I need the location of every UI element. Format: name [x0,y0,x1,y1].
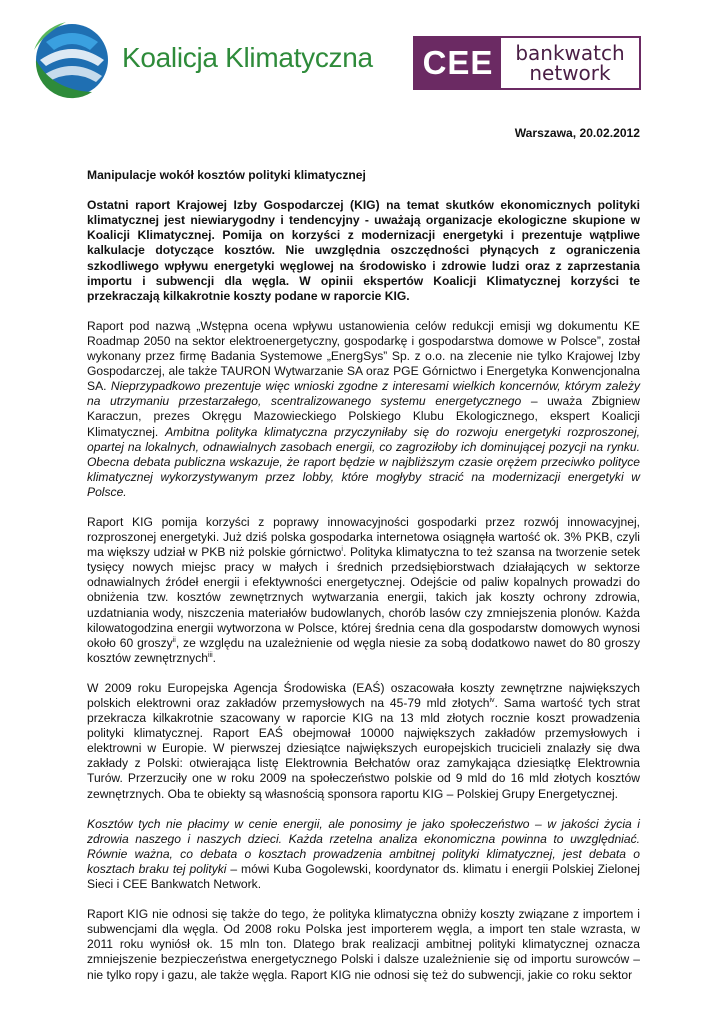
p2-text-b: . Polityka klimatyczna to też szansa na tworzenie setek tysięcy nowych miejsc pracy w małych i średnich przedsiębiorstwach działających w sektorze odnawialnych źródeł energii i efektywności energetycznej. Odejście od paliw kopalnych prowadzi do obniżenia tzw. kosztów zewnętrznych wytwarzania energii, takich jak koszty ochrony zdrowia, uzdatniania wody, niszczenia materiałów budowlanych, chorób lasów czy zmniejszenia plonów. Każda kilowatogodzina energii wytworzona w Polsce, której średnia cena dla gospodarstw domowych wynosi około 60 groszy [87,545,640,650]
date-line: Warszawa, 20.02.2012 [514,126,640,140]
paragraph-4 [87,817,640,892]
lead-paragraph: Ostatni raport Krajowej Izby Gospodarczej (KIG) na temat skutków ekonomicznych polityki klimatycznej jest niewiarygodny i tendencyjny - uważają organizacje ekologiczne skupione w Koalicji Klimatycznej. Pomija on korzyści z modernizacji energetyki i prezentuje wątpliwe kalkulacje dotyczące kosztów. Nie uwzględnia oszczędności płynących z ograniczenia szkodliwego wpływu energetyki węglowej na środowisko i zdrowie ludzi oraz z zaprzestania importu i subwencji dla węgla. W opinii ekspertów Koalicji Klimatycznej korzyści te przekraczają kilkakrotnie koszty podane w raporcie KIG. [87,198,640,303]
p2-text-c: , ze względu na uzależnienie od węgla niesie za sobą dodatkowo nawet do 80 groszy kosztów zewnętrznych [87,635,640,665]
network-word: network [529,61,611,85]
bankwatch-word: bankwatch [515,41,625,65]
p4-quote: Kosztów tych nie płacimy w cenie energii, ale ponosimy je jako społeczeństwo – w jakości życia i zdrowia naszego i naszych dzieci. Każda rzetelna analiza ekonomiczna powinna to uwzględniać. Równie ważna, co debata o kosztach prowadzenia ambitnej polityki klimatycznej, jest debata o kosztach braku tej polityki [87,816,640,876]
document-title: Manipulacje wokół kosztów polityki klimatycznej [87,168,366,183]
footnote-ref-ii: ii [172,636,176,644]
koalicja-klimatyczna-logo [32,20,377,100]
footnote-ref-iii: iii [208,651,213,659]
paragraph-5: Raport KIG nie odnosi się także do tego, że polityka klimatyczna obniży koszty związane z importem i subwencjami dla węgla. Od 2008 roku Polska jest importerem węgla, a import ten stale wzrasta, w 2011 roku wyniósł ok. 15 mln ton. Dlatego brak realizacji ambitnej polityki klimatycznej oznacza zmniejszenie bezpieczeństwa energetycznego Polski i dalsze uzależnienie się od importu surowców – nie tylko ropy i gazu, ale także węgla. Raport KIG nie odnosi się też do subwencji, jakie co roku sektor [87,907,640,982]
footnote-ref-iv: iv [489,696,495,704]
p3-text-b: . Sama wartość tych strat przekracza kilkakrotnie szacowany w raporcie KIG na 13 mld złotych rocznie koszt prowadzenia polityki klimatycznej. Raport EAŚ obejmował 10000 największych zakładów przemysłowych i elektrowni w Europie. W pierwszej dziesiątce największych europejskich trucicieli znalazły się dwa zakłady z Polski: otwierająca listę Elektrownia Bełchatów oraz zamykająca dziesiątkę Elektrownia Turów. Przerzuciły one w roku 2009 na społeczeństwo polskie od 9 mld do 16 mld złotych kosztów zewnętrznych. Oba te obiekty są własnością sponsora raportu KIG – Polskiej Grupy Energetycznej. [87,696,640,801]
p1-text-c: – uważa Zbigniew Karaczun, prezes Okręgu Mazowieckiego Polskiego Klubu Ekologicznego, ekspert Koalicji Klimatycznej. [87,394,640,439]
paragraph-1 [87,319,640,500]
cee-bankwatch-logo [413,36,641,90]
paragraph-3 [87,681,640,802]
cee-logo-text: CEE [415,38,501,88]
footnote-ref-i: i [341,546,343,554]
p1-quote-d: Ambitna polityka klimatyczna przyczyniłaby się do rozwoju energetyki rozproszonej, opartej na lokalnych, odnawialnych zasobach energii, co zagroziłoby ich dominującej pozycji na rynku. Obecna debata publiczna wskazuje, że raport będzie w najbliższym czasie orężem przeciwko polityce klimatycznej wykorzystywanym przez lobby, które mogłyby stracić na modernizacji energetyki w Polsce. [87,424,640,499]
p2-text-d: . [212,650,217,665]
p2-text-a: Raport KIG pomija korzyści z poprawy innowacyjności gospodarki przez rozwój innowacyjnej, rozproszonej energetyki. Już dziś polska gospodarka internetowa osiągnęła wartość ok. 3% PKB, czyli ma większy udział w PKB niż polskie górnictwo [87,514,640,560]
globe-icon [32,20,112,100]
paragraph-2 [87,515,640,666]
p4-attribution: – mówi Kuba Gogolewski, koordynator ds. klimatu i energii Polskiej Zielonej Sieci i CEE Bankwatch Network. [87,861,640,892]
p1-text-a: Raport pod nazwą „Wstępna ocena wpływu ustanowienia celów redukcji emisji wg dokumentu KE Roadmap 2050 na sektor elektroenergetyczny, gospodarkę i gospodarstwa domowe w Polsce”, został wykonany przez firmę Badania Systemowe „EnergSys” Sp. z o.o. na zlecenie nie tylko Krajowej Izby Gospodarczej, ale także TAURON Wytwarzanie SA oraz PGE Górnictwo i Energetyka Konwencjonalna SA. [87,318,640,394]
bankwatch-logo-text [501,38,639,88]
p1-quote-a: Nieprzypadkowo prezentuje więc wnioski zgodne z interesami wielkich koncernów, którym zależy na utrzymaniu przestarzałego, scentralizowanego systemu energetycznego [87,379,640,409]
p3-text-a: W 2009 roku Europejska Agencja Środowiska (EAŚ) oszacowała koszty zewnętrzne największych polskich elektrowni oraz zakładów przemysłowych na 45-79 mld złotych [87,680,640,710]
koalicja-logo-text: Koalicja Klimatyczna [122,42,373,73]
press-release-body [87,126,640,998]
